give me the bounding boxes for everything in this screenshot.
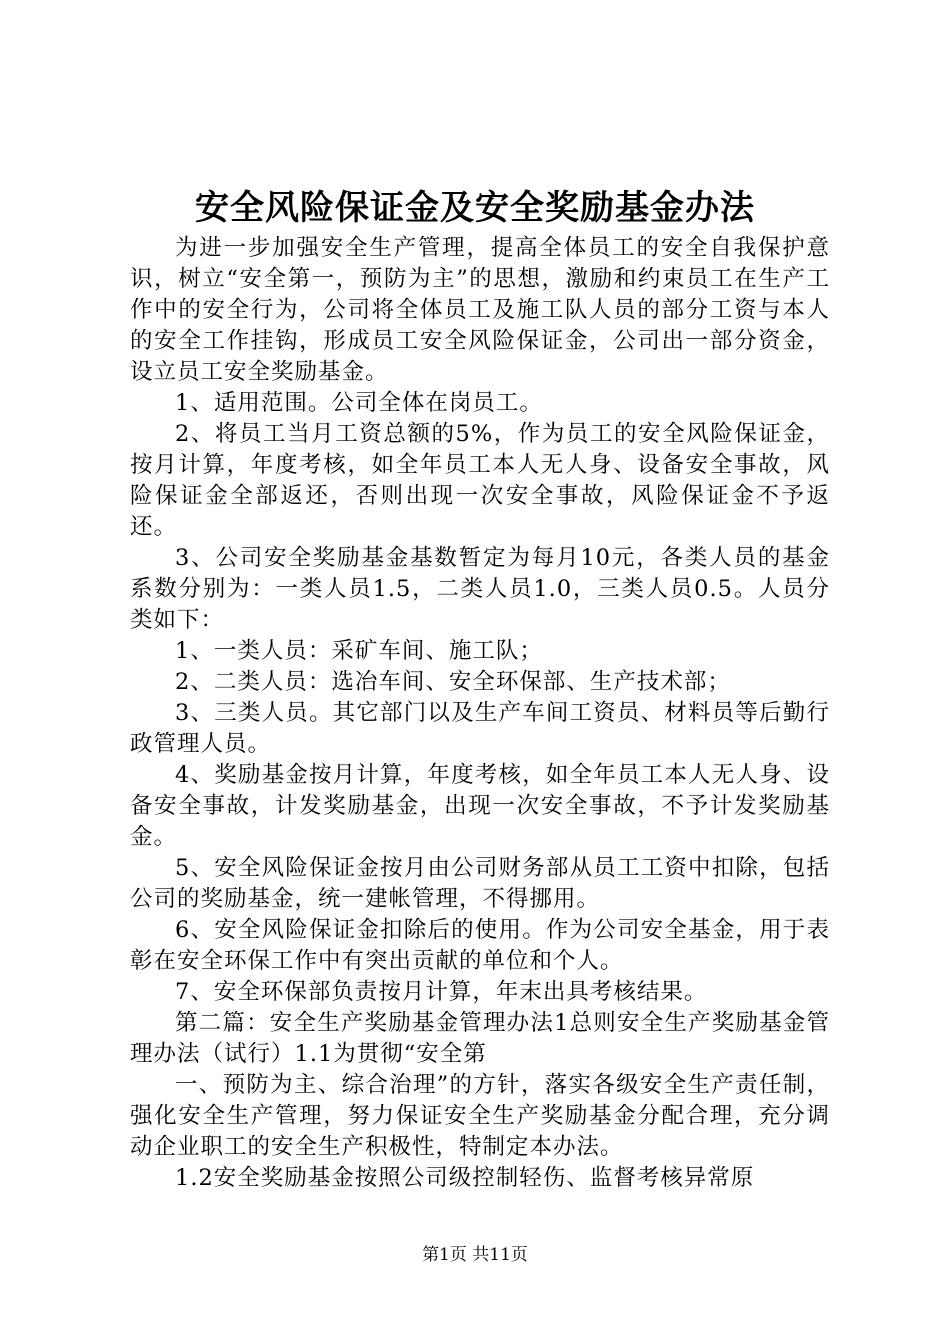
clause-3-fund-base: 3、公司安全奖励基金基数暂定为每月10元，各类人员的基金系数分别为：一类人员1.5，二类人员1.0，三类人员0.5。人员分类如下： bbox=[130, 545, 830, 633]
intro-paragraph: 为进一步加强安全生产管理，提高全体员工的安全自我保护意识，树立“安全第一，预防为主”的思想，激励和约束员工在生产工作中的安全行为，公司将全体员工及施工队人员的部分工资与本人的安全工作挂钩，形成员工安全风险保证金，公司出一部分资金，设立员工安全奖励基金。 bbox=[130, 235, 830, 385]
clause-7-responsibility: 7、安全环保部负责按月计算，年末出具考核结果。 bbox=[175, 979, 708, 1005]
category-3-staff: 3、三类人员。其它部门以及生产车间工资员、材料员等后勤行政管理人员。 bbox=[130, 700, 830, 757]
document-title: 安全风险保证金及安全奖励基金办法 bbox=[195, 188, 755, 228]
clause-5-deduction: 5、安全风险保证金按月由公司财务部从员工工资中扣除，包括公司的奖励基金，统一建帐管理，不得挪用。 bbox=[130, 855, 830, 912]
part-two-principle: 一、预防为主、综合治理”的方针，落实各级安全生产责任制，强化安全生产管理，努力保证安全生产奖励基金分配合理，充分调动企业职工的安全生产积极性，特制定本办法。 bbox=[130, 1072, 830, 1160]
clause-1-scope: 1、适用范围。公司全体在岗员工。 bbox=[175, 390, 543, 416]
clause-4-reward-calc: 4、奖励基金按月计算，年度考核，如全年员工本人无人身、设备安全事故，计发奖励基金，出现一次安全事故，不予计发奖励基金。 bbox=[130, 762, 830, 850]
page-number-footer: 第1页 共11页 bbox=[422, 1245, 528, 1265]
document-body bbox=[130, 233, 830, 1194]
category-1-staff: 1、一类人员：采矿车间、施工队； bbox=[175, 638, 543, 664]
part-two-heading: 第二篇：安全生产奖励基金管理办法1总则安全生产奖励基金管理办法（试行）1.1为贯彻“安全第 bbox=[130, 1010, 830, 1067]
clause-2-deposit: 2、将员工当月工资总额的5%，作为员工的安全风险保证金，按月计算，年度考核，如全年员工本人无人身、设备安全事故，风险保证金全部返还，否则出现一次安全事故，风险保证金不予返还。 bbox=[130, 421, 830, 540]
clause-6-usage: 6、安全风险保证金扣除后的使用。作为公司安全基金，用于表彰在安全环保工作中有突出贡献的单位和个人。 bbox=[130, 917, 830, 974]
category-2-staff: 2、二类人员：选冶车间、安全环保部、生产技术部； bbox=[175, 669, 731, 695]
part-two-clause-1-2: 1.2安全奖励基金按照公司级控制轻伤、监督考核异常原 bbox=[175, 1165, 755, 1191]
